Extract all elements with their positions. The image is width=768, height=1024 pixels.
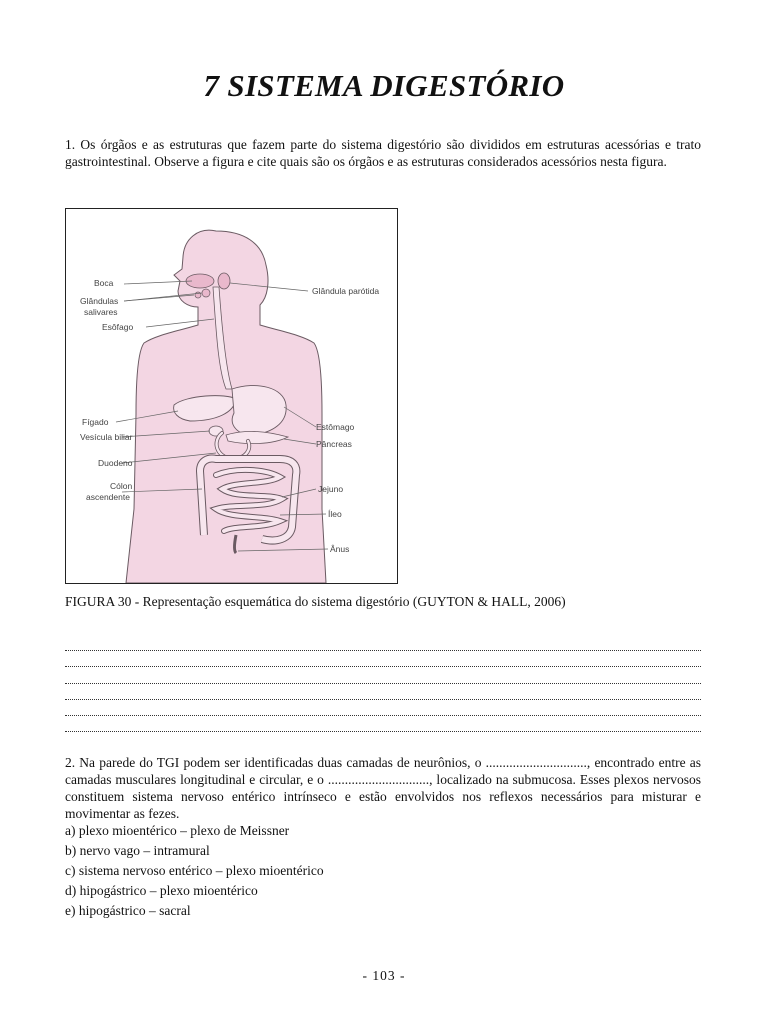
page-number: - 103 -	[362, 968, 406, 983]
label-ascendente: ascendente	[86, 492, 130, 502]
question-1-text: 1. Os órgãos e as estruturas que fazem parte do sistema digestório são divididos em estruturas acessórias e trato gastrointestinal. Observe a figura e cite quais são os órgãos e as estruturas considerados acessórios nesta figura.	[65, 137, 701, 169]
parotid-gland	[218, 273, 230, 289]
answer-line[interactable]	[65, 635, 701, 651]
label-salivares: salivares	[84, 307, 118, 317]
label-colon: Cólon	[110, 481, 133, 491]
label-duodeno: Duodeno	[98, 458, 133, 468]
label-ileo: Íleo	[328, 509, 342, 519]
digestive-system-figure	[65, 208, 398, 584]
option-e[interactable]: e) hipogástrico – sacral	[65, 903, 191, 918]
rectum	[235, 535, 237, 553]
option-d[interactable]: d) hipogástrico – plexo mioentérico	[65, 883, 258, 898]
label-esofago: Esôfago	[102, 322, 134, 332]
label-figado: Fígado	[82, 417, 109, 427]
figure-caption: FIGURA 30 - Representação esquemática do sistema digestório (GUYTON & HALL, 2006)	[65, 594, 566, 609]
answer-line[interactable]	[65, 667, 701, 683]
option-b[interactable]: b) nervo vago – intramural	[65, 843, 210, 858]
label-pancreas: Pâncreas	[316, 439, 352, 449]
answer-line[interactable]	[65, 716, 701, 732]
digestive-system-illustration	[66, 209, 397, 583]
answer-lines[interactable]	[65, 635, 701, 732]
label-boca: Boca	[94, 278, 114, 288]
label-jejuno: Jejuno	[318, 484, 344, 494]
question-2-text: 2. Na parede do TGI podem ser identificadas duas camadas de neurônios, o .............................., encontrado entre as camadas musculares longitudinal e circular, e o .............................., localizado na submucosa. Esses plexos nervosos constituem sistema nervoso entérico intrínseco e estão envolvidos nos reflexos necessários para misturar e movimentar as fezes.	[65, 755, 701, 821]
label-glandula-parotida: Glândula parótida	[312, 286, 380, 296]
option-a[interactable]: a) plexo mioentérico – plexo de Meissner	[65, 823, 290, 838]
page-title: 7 SISTEMA DIGESTÓRIO	[203, 68, 565, 103]
answer-line[interactable]	[65, 700, 701, 716]
answer-line[interactable]	[65, 651, 701, 667]
answer-line[interactable]	[65, 684, 701, 700]
label-anus: Ânus	[330, 544, 350, 554]
option-c[interactable]: c) sistema nervoso entérico – plexo mioentérico	[65, 863, 324, 878]
label-estomago: Estômago	[316, 422, 355, 432]
question-2-options	[65, 821, 324, 921]
label-glandulas: Glândulas	[80, 296, 119, 306]
label-vesicula-biliar: Vesícula biliar	[80, 432, 133, 442]
